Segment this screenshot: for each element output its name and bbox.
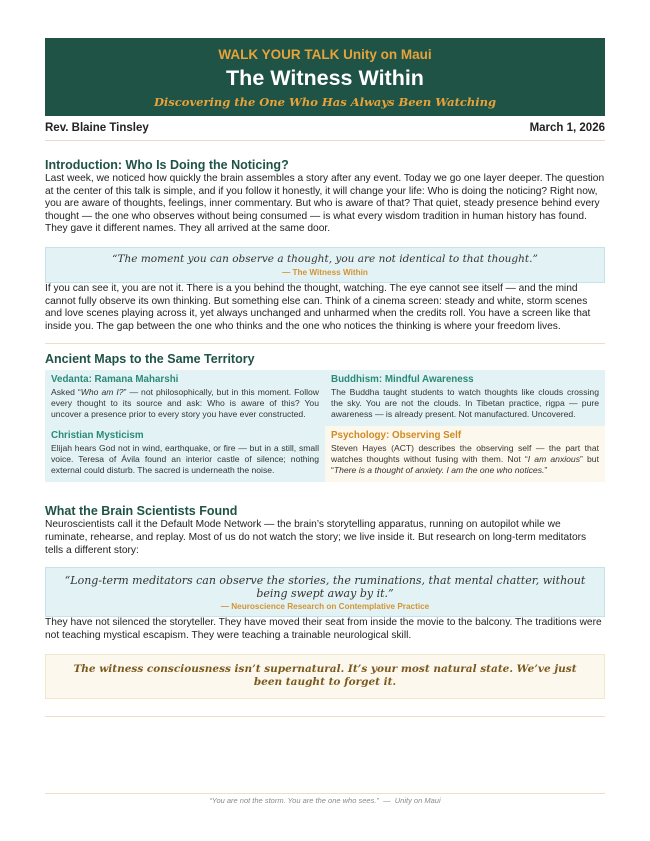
traditions-heading: Ancient Maps to the Same Territory	[45, 352, 255, 367]
vedanta-card	[45, 370, 325, 426]
christian-card	[45, 426, 325, 482]
balcony-paragraph: They have not silenced the storyteller. They have moved their seat from inside the movie to the balcony. The traditions were not teaching mystical escapism. They were teaching a trainable neurological skill.	[45, 617, 602, 641]
section-divider	[45, 343, 605, 344]
science-heading: What the Brain Scientists Found	[45, 504, 238, 519]
page-subtitle: Discovering the One Who Has Always Been Watching	[153, 95, 497, 109]
buddhism-card	[325, 370, 605, 426]
buddhism-title: Buddhism: Mindful Awareness	[331, 374, 474, 386]
vedanta-title: Vedanta: Ramana Maharshi	[51, 374, 179, 386]
buddhism-text: The Buddha taught students to watch thoughts like clouds crossing the sky. You are not the clouds. In Tibetan practice, rigpa — pure awareness — is already present. Not manufactured. Uncovered.	[331, 387, 599, 420]
closing-callout	[45, 654, 605, 699]
sermon-date: March 1, 2026	[529, 122, 605, 134]
footer-source: Unity on Maui	[394, 796, 441, 805]
cinema-paragraph: If you can see it, you are not it. There is a you behind the thought, watching. The eye cannot see itself — and the mind cannot fully observe its own thinking. But something else can. Think of a cinema screen: steady and white, storm scenes and love scenes playing across it, yet always unchanged and unharmed when the credits roll. You have a screen like that inside you. The gap between the one who thinks and the one who notices the thinking is where your freedom lives.	[45, 282, 591, 332]
traditions-grid	[45, 370, 605, 482]
footer-separator: —	[383, 796, 391, 805]
psychology-text: Steven Hayes (ACT) describes the observing self — the part that watches thoughts without fusing with them. Not “I am anxious” but “There is a thought of anxiety. I am the one who notices.”	[331, 443, 599, 476]
quote-attribution: — The Witness Within	[282, 267, 368, 277]
series-kicker: WALK YOUR TALK Unity on Maui	[218, 47, 432, 62]
witness-quote-box	[45, 247, 605, 283]
byline	[45, 122, 605, 141]
research-quote-text: “Long-term meditators can observe the stories, the ruminations, that mental chatter, without being swept away by it.”	[64, 574, 586, 601]
closing-divider	[45, 716, 605, 717]
christian-title: Christian Mysticism	[51, 430, 144, 442]
psychology-title: Psychology: Observing Self	[331, 430, 462, 442]
psychology-card	[325, 426, 605, 482]
quote-text: “The moment you can observe a thought, you are not identical to that thought.”	[112, 252, 538, 265]
sermon-page	[45, 38, 605, 717]
footer-quote: “You are not the storm. You are the one who sees.”	[209, 796, 379, 805]
page-title: The Witness Within	[226, 66, 424, 90]
research-quote-attribution: — Neuroscience Research on Contemplative Practice	[220, 602, 430, 612]
intro-paragraph: Last week, we noticed how quickly the brain assembles a story after any event. Today we go one layer deeper. The question at the center of this talk is simple, and if you follow it honestly, it will change your life: Who is doing the noticing? Right now, you are aware of thoughts, feelings, inner commentary. But who is aware of that? That quiet, steady presence behind every thought — the one who observes without being consumed — is what every wisdom tradition in human history has found. They gave it different names. They all arrived at the same door.	[45, 173, 605, 235]
callout-text: The witness consciousness isn’t supernatural. It’s your most natural state. We’ve just been taught to forget it.	[73, 663, 577, 689]
research-quote-box	[45, 567, 605, 617]
intro-heading: Introduction: Who Is Doing the Noticing?	[45, 158, 289, 172]
header-banner	[45, 38, 605, 116]
page-footer	[45, 793, 605, 805]
author-name: Rev. Blaine Tinsley	[45, 122, 149, 134]
christian-text: Elijah hears God not in wind, earthquake, or fire — but in a still, small voice. Teresa of Ávila found an interior castle of silence; nothing external could disturb. The sacred is underneath the noise.	[51, 443, 319, 476]
science-paragraph: Neuroscientists call it the Default Mode Network — the brain’s storytelling apparatus, running on autopilot while we ruminate, rehearse, and replay. Most of us do not watch the story; we live inside it. But research on long-term meditators tells a different story:	[45, 519, 587, 556]
vedanta-text: Asked “Who am I?” — not philosophically, but in this moment. Follow every thought to its source and ask: Who is aware of this? You uncover a presence prior to every story you have ever constructed.	[51, 387, 319, 420]
